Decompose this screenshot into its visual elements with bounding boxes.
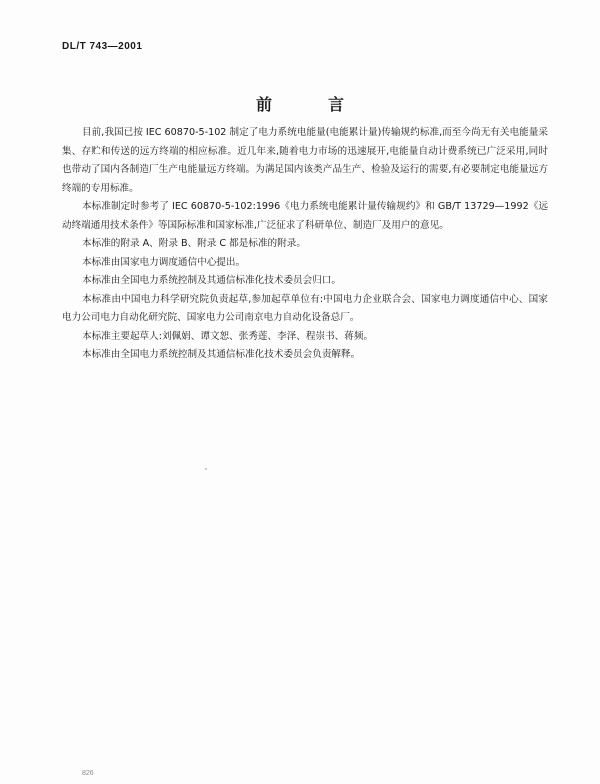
standard-code: DL/T 743—2001 [62, 41, 143, 52]
title-char-2: 言 [328, 95, 345, 114]
paragraph: 本标准主要起草人:刘佩娟、谭文恕、张秀莲、李泽、程崇书、蒋频。 [82, 330, 374, 342]
paragraph: 本标准由国家电力调度通信中心提出。 [82, 256, 246, 268]
paragraph: 本标准的附录 A、附录 B、附录 C 都是标准的附录。 [82, 238, 306, 249]
title-char-1: 前 [255, 95, 272, 114]
paragraph: 本标准由中国电力科学研究院负责起草,参加起草单位有:中国电力企业联合会、国家电力调度通信中心、国家电力公司电力自动化研究院、国家电力公司南京电力自动化设备总厂。 [62, 293, 548, 323]
page-title [0, 92, 600, 115]
paragraph: 本标准由全国电力系统控制及其通信标准化技术委员会负责解释。 [82, 349, 361, 360]
foreword-body [62, 124, 548, 365]
page-number: 826 [82, 770, 94, 777]
paragraph: 本标准由全国电力系统控制及其通信标准化技术委员会归口。 [82, 275, 342, 286]
scan-speck [205, 468, 207, 470]
paragraph: 目前,我国已按 IEC 60870-5-102 制定了电力系统电能量(电能累计量)传输规约标准,而至今尚无有关电能量采集、存贮和传送的远方终端的相应标准。近几年来,随着电力市场的迅速展开,电能量自动计费系统已广泛采用,同时也带动了国内各制造厂生产电能量远方终端。为满足国内该类产品生产、检验及运行的需要,有必要制定电能量远方终端的专用标准。 [62, 127, 548, 194]
paragraph: 本标准制定时参考了 IEC 60870-5-102:1996《电力系统电能累计量传输规约》和 GB/T 13729—1992《远动终端通用技术条件》等国际标准和国家标准,广泛征求了科研单位、制造厂及用户的意见。 [62, 201, 548, 231]
